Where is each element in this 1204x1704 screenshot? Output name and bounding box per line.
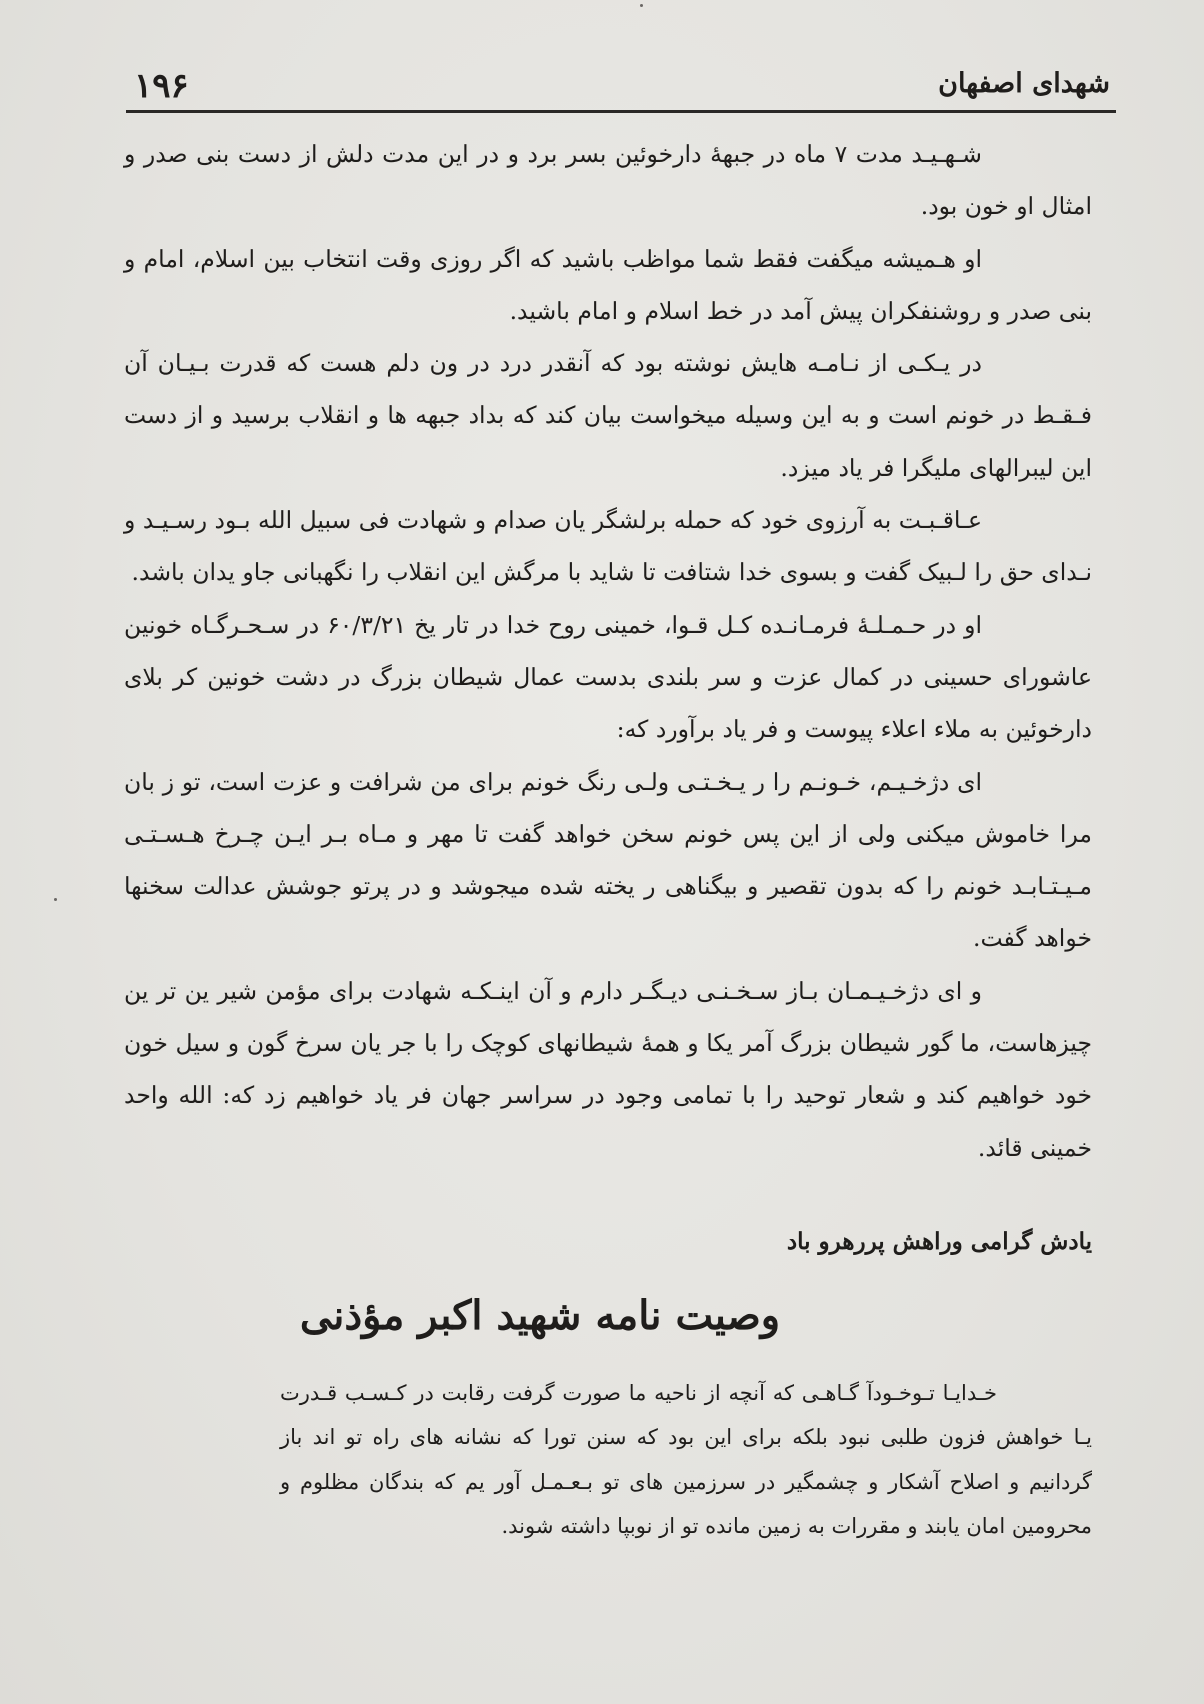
scan-speck (54, 898, 57, 901)
will-text (280, 1371, 1092, 1549)
running-title: شهدای اصفهان (938, 68, 1110, 99)
page-number: ۱۹۶ (134, 66, 189, 106)
biography-text (124, 128, 1092, 1174)
scan-speck (640, 4, 643, 7)
paragraph: او هـمیشه میگفت فقط شما مواظب باشید که اگر روزی وقت انتخاب بین اسلام، امام و بنی صدر و روشنفکران پیش آمد در خط اسلام و امام باشید. (124, 244, 1092, 325)
paragraph: در یـکـی از نـامـه هایش نوشته بود که آنقدر درد در ون دلم هست که قدرت بـیـان آن فـقـط در خونم است و به این وسیله میخواست بیان کند که بداد جبهه ها و انقلاب برسید و از دست این لیبرالهای ملیگرا فر یاد میزد. (124, 349, 1092, 482)
paragraph: ای دژخـیـم، خـونـم را ر یـخـتـی ولـی رنگ خونم برای من شرافت و عزت است، تو ز بان مرا خاموش میکنی ولی از این پس خونم سخن خواهد گفت تا مهر و مـاه بـر ایـن چـرخ هـسـتـی مـیـتـابـد خونم را که بدون تقصیر و بیگناهی ر یخته شده میجوشد و در پرتو جوشش عدالت سخنها خواهد گفت. (124, 767, 1092, 953)
page-header (126, 60, 1116, 113)
paragraph: و ای دژخـیـمـان بـاز سـخـنـی دیـگـر دارم و آن اینـکـه شهادت برای مؤمن شیر ین تر ین چیزهاست، ما گور شیطان بزرگ آمر یکا و همهٔ شیطانهای کوچک را با جر یان سرخ گون و سیل خون خود خواهیم کند و شعار توحید را با تمامی وجود در سراسر جهان فر یاد خواهیم زد که: الله واحد خمینی قائد. (124, 976, 1092, 1162)
paragraph: عـاقـبـت به آرزوی خود که حمله برلشگر یان صدام و شهادت فی سبیل الله بـود رسـیـد و نـدای حق را لـبیک گفت و بسوی خدا شتافت تا شاید با مرگش این انقلاب را نگهبانی جاو یدان باشد. (124, 506, 1092, 587)
closing-line: یادش گرامی وراهش پررهرو باد (786, 1228, 1092, 1255)
paragraph: خـدایـا تـوخـودآ گـاهـی که آنچه از ناحیه ما صورت گرفت رقابت در کـسـب قـدرت یـا خواهش فزون طلبی نبود بلکه برای این بود که سنن تورا که نشانه های راه تو اند باز گردانیم و اصلاح آشکار و چشمگیر در سرزمین های تو بـعـمـل آور یم که بندگان مظلوم و محرومین امان یابند و مقررات به زمین مانده تو از نوبپا داشته شوند. (280, 1381, 1092, 1539)
paragraph: او در حـمـلـهٔ فرمـانـده کـل قـوا، خمینی روح خدا در تار یخ ۶۰/۳/۲۱ در سـحـرگـاه خونین عاشورای حسینی در کمال عزت و سر بلندی بدست عمال شیطان بزرگ در دشت خونین کر بلای دارخوئین به ملاء اعلاء پیوست و فر یاد برآورد که: (124, 610, 1092, 744)
paragraph: شـهـیـد مدت ۷ ماه در جبههٔ دارخوئین بسر برد و در این مدت دلش از دست بنی صدر و امثال او خون بود. (124, 140, 1092, 221)
will-title: وصیت نامه شهید اکبر مؤذنی (299, 1292, 781, 1339)
